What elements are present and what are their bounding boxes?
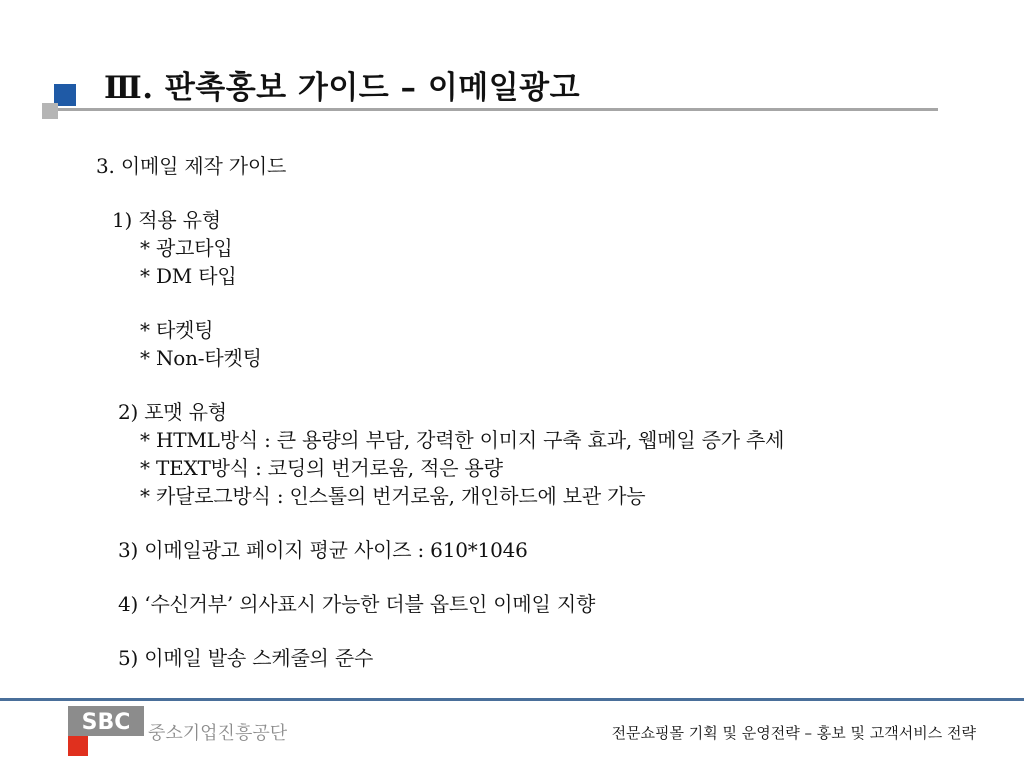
list-item: * 카달로그방식 : 인스톨의 번거로움, 개인하드에 보관 가능 (140, 484, 646, 508)
org-name: 중소기업진흥공단 (148, 723, 288, 744)
footer-caption: 전문쇼핑몰 기획 및 운영전략 – 홍보 및 고객서비스 전략 (611, 724, 976, 742)
list-item: 1) 적용 유형 (112, 208, 221, 232)
logo-red-block (68, 736, 88, 756)
slide-title: Ⅲ. 판촉홍보 가이드 – 이메일광고 (104, 70, 581, 106)
list-item: * Non-타켓팅 (140, 346, 262, 370)
list-item: * HTML방식 : 큰 용량의 부담, 강력한 이미지 구축 효과, 웹메일 증가 추세 (140, 428, 785, 452)
sbc-logo (68, 706, 144, 756)
list-item: 4) ‘수신거부’ 의사표시 가능한 더블 옵트인 이메일 지향 (118, 592, 596, 616)
list-item: * 타켓팅 (140, 318, 214, 342)
list-item: * DM 타입 (140, 264, 237, 288)
list-item: 2) 포맷 유형 (118, 400, 227, 424)
footer-divider (0, 698, 1024, 701)
section-heading: 3. 이메일 제작 가이드 (96, 154, 287, 178)
list-item: 5) 이메일 발송 스케줄의 준수 (118, 646, 374, 670)
logo-text: SBC (81, 710, 131, 735)
list-item: 3) 이메일광고 페이지 평균 사이즈 : 610*1046 (118, 538, 528, 562)
list-item: * 광고타입 (140, 236, 233, 260)
list-item: * TEXT방식 : 코딩의 번거로움, 적은 용량 (140, 456, 503, 480)
